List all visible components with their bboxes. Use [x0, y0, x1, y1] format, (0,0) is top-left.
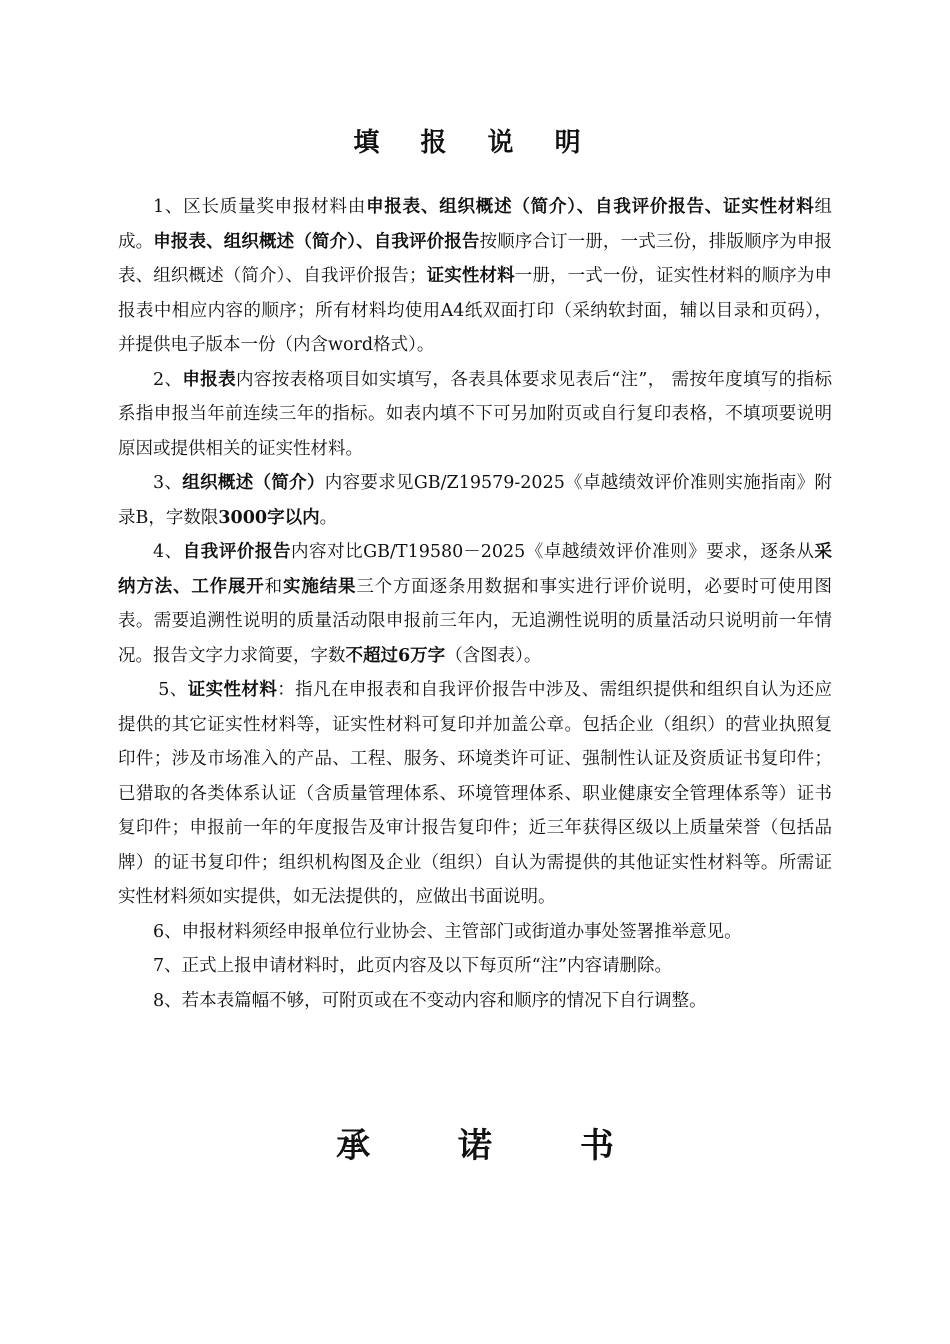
- bold-text-run: 实施结果: [282, 576, 357, 597]
- instruction-paragraph-7: [118, 949, 832, 984]
- text-run: 8、若本表篇幅不够，可附页或在不变动内容和顺序的情况下自行调整。: [153, 990, 707, 1011]
- text-run: 2、: [153, 369, 183, 390]
- instruction-paragraph-5: [118, 673, 832, 915]
- bold-text-run: 申报表、组织概述（简介）、自我评价报告、证实性材料: [366, 197, 815, 217]
- instruction-paragraph-4: [118, 535, 832, 673]
- bold-text-run: 申报表: [182, 369, 236, 390]
- instruction-paragraph-1: [118, 190, 832, 363]
- bold-text-run: 不超过6万字: [345, 645, 446, 666]
- text-run: ：指凡在申报表和自我评价报告中涉及、需组织提供和组织自认为还应提供的其它证实性材料等，证实性材料可复印并加盖公章。包括企业（组织）的营业执照复印件；涉及市场准入的产品、工程、服务、环境类许可证、强制性认证及资质证书复印件；已猎取的各类体系认证（含质量管理体系、环境管理体系、职业健康安全管理体系等）证书复印件；申报前一年的年度报告及审计报告复印件；近三年获得区级以上质量荣誉（包括品牌）的证书复印件；组织机构图及企业（组织）自认为需提供的其他证实性材料等。所需证实性材料须如实提供，如无法提供的，应做出书面说明。: [118, 680, 832, 907]
- instruction-paragraph-6: [118, 915, 832, 950]
- bold-text-run: 3000字以内: [218, 507, 320, 528]
- text-run: 4、: [153, 542, 183, 562]
- bold-text-run: 证实性材料: [426, 266, 515, 286]
- text-run: 1、区长质量奖申报材料由: [153, 197, 367, 217]
- bold-text-run: 采纳方法、工作展开: [118, 542, 833, 597]
- text-run: 内容要求见GB/Z19579-2025《卓越绩效评价准则实施指南》附录B，字数限: [118, 473, 833, 528]
- text-run: 按顺序合订一册，一式三份，排版顺序为申报表、组织概述（简介）、自我评价报告；: [118, 231, 833, 286]
- commitment-letter-title: 承 诺 书: [336, 1126, 652, 1166]
- text-run: 3、: [153, 473, 183, 493]
- bold-text-run: 证实性材料: [187, 680, 278, 700]
- text-run: 一册，一式一份，证实性材料的顺序为申报表中相应内容的顺序；所有材料均使用A4纸双面打印（采纳软封面，辅以目录和页码），并提供电子版本一份（内含word格式）。: [118, 266, 833, 355]
- page-title: 填 报 说 明: [353, 128, 597, 158]
- text-run: （含图表）。: [445, 645, 542, 666]
- instructions-body: [118, 190, 832, 1018]
- instruction-paragraph-2: [118, 363, 832, 467]
- instruction-paragraph-3: [118, 466, 832, 535]
- text-run: 三个方面逐条用数据和事实进行评价说明，必要时可使用图表。需要追溯性说明的质量活动限申报前三年内，无追溯性说明的质量活动只说明前一年情况。报告文字力求简要，字数: [118, 576, 833, 666]
- text-run: 。: [319, 507, 338, 528]
- text-run: 内容按表格项目如实填写，各表具体要求见表后“注”， 需按年度填写的指标系指申报当年前连续三年的指标。如表内填不下可另加附页或自行复印表格，不填项要说明原因或提供相关的证实性材料。: [118, 369, 832, 459]
- text-run: 7、正式上报申请材料时，此页内容及以下每页所“注”内容请删除。: [153, 956, 673, 976]
- text-run: 和: [264, 576, 283, 597]
- text-run: 5、: [158, 680, 188, 700]
- text-run: 组成。: [118, 197, 832, 252]
- bold-text-run: 自我评价报告: [182, 542, 291, 562]
- bold-text-run: 申报表、组织概述（简介）、自我评价报告: [153, 231, 480, 252]
- text-run: 内容对比GB/T19580－2025《卓越绩效评价准则》要求，逐条从: [291, 542, 815, 562]
- bold-text-run: 组织概述（简介）: [182, 473, 325, 493]
- instruction-paragraph-8: [118, 984, 832, 1019]
- text-run: 6、申报材料须经申报单位行业协会、主管部门或街道办事处签署推举意见。: [153, 921, 742, 942]
